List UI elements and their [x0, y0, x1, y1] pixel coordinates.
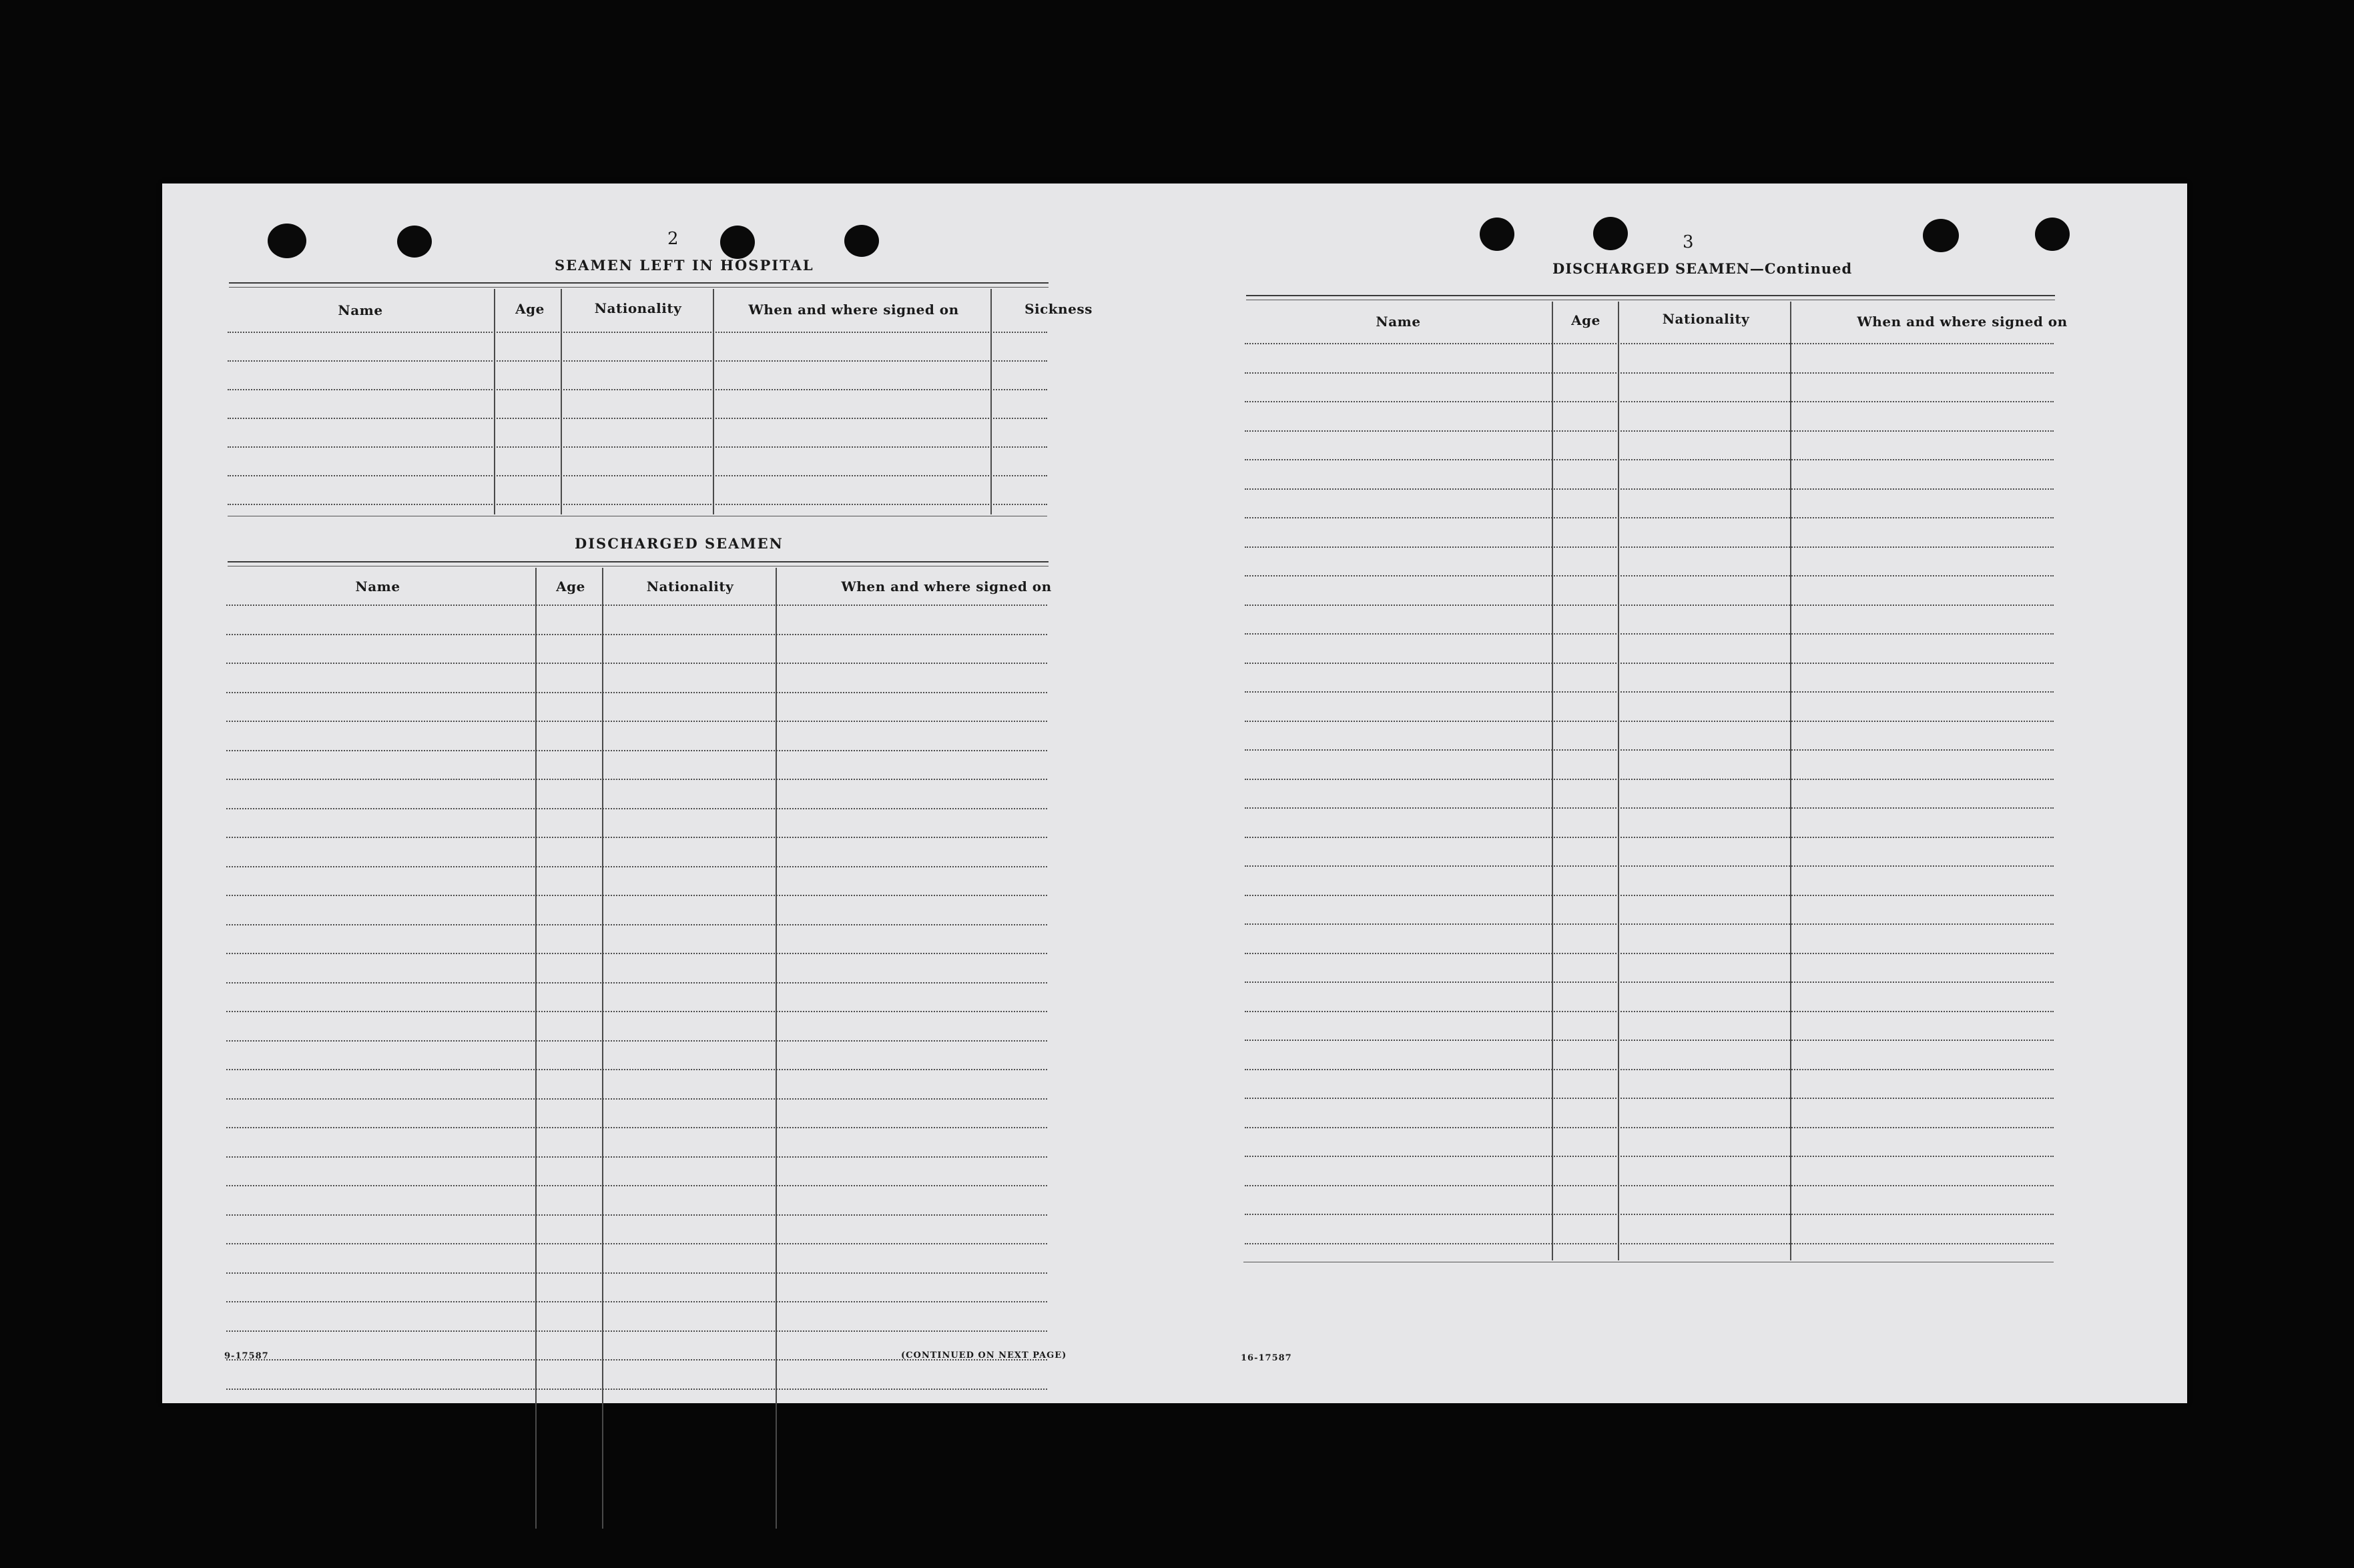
column-header-nationality: Nationality — [1662, 311, 1750, 327]
table-row — [1245, 488, 2054, 490]
table-row — [1245, 575, 2054, 576]
column-divider — [776, 568, 777, 1529]
section-title-discharged: DISCHARGED SEAMEN — [575, 535, 784, 552]
table-row — [228, 446, 1047, 448]
column-header-signed-on: When and where signed on — [1857, 314, 2068, 330]
table-row — [226, 953, 1047, 954]
column-header-signed-on: When and where signed on — [841, 578, 1052, 595]
table-row — [226, 721, 1047, 722]
table-row — [1245, 343, 2054, 344]
table-row — [226, 1243, 1047, 1244]
column-divider — [1790, 302, 1791, 1260]
table-row — [228, 389, 1047, 390]
table-row — [226, 808, 1047, 809]
table-row — [1245, 807, 2054, 809]
column-header-nationality: Nationality — [594, 300, 682, 316]
table-row — [1245, 1156, 2054, 1157]
table-row — [226, 1389, 1047, 1390]
table-row — [228, 332, 1047, 333]
column-divider — [990, 289, 992, 514]
table-row — [1245, 1040, 2054, 1041]
table-row — [228, 475, 1047, 476]
table-row — [226, 982, 1047, 984]
continued-note: (CONTINUED ON NEXT PAGE) — [901, 1350, 1067, 1360]
column-header-age: Age — [556, 578, 585, 595]
table-row — [1245, 1127, 2054, 1128]
punch-hole — [720, 226, 755, 259]
table-row — [1245, 372, 2054, 374]
table-row — [226, 837, 1047, 838]
table-row — [226, 634, 1047, 635]
column-divider — [1618, 302, 1619, 1260]
column-divider — [602, 568, 603, 1529]
table-row — [1245, 1214, 2054, 1215]
column-divider — [535, 568, 537, 1529]
table-row — [228, 418, 1047, 419]
column-header-name: Name — [338, 302, 383, 318]
table-row — [1245, 779, 2054, 780]
table-row — [1245, 895, 2054, 896]
column-header-age: Age — [1571, 312, 1600, 328]
table-row — [1245, 517, 2054, 518]
table-row — [1245, 923, 2054, 925]
column-header-name: Name — [355, 578, 400, 595]
table-row — [226, 1272, 1047, 1274]
table-row — [1245, 401, 2054, 402]
table-row — [1245, 633, 2054, 635]
column-header-nationality: Nationality — [646, 578, 734, 595]
column-divider — [1552, 302, 1553, 1260]
punch-hole — [2035, 218, 2070, 251]
table-row — [226, 1214, 1047, 1216]
table-row — [1245, 865, 2054, 867]
table-row — [226, 605, 1047, 606]
table-row — [228, 360, 1047, 362]
table-row — [1245, 953, 2054, 954]
section-title-discharged-continued: DISCHARGED SEAMEN—Continued — [1552, 260, 1853, 277]
punch-hole — [397, 226, 432, 258]
table-row — [226, 779, 1047, 780]
table-row — [1245, 1011, 2054, 1012]
table-top-rule — [228, 561, 1049, 562]
table-row — [226, 1011, 1047, 1012]
table-row — [226, 692, 1047, 693]
table-row — [1245, 691, 2054, 693]
table-row — [1245, 459, 2054, 460]
table-row — [226, 1185, 1047, 1186]
table-row — [226, 895, 1047, 896]
column-header-sickness: Sickness — [1024, 301, 1093, 317]
column-divider — [494, 289, 495, 514]
punch-hole — [268, 224, 306, 258]
table-row — [1245, 1185, 2054, 1186]
table-row — [1245, 749, 2054, 751]
punch-hole — [844, 225, 879, 257]
form-number: 16-17587 — [1241, 1353, 1292, 1363]
table-row — [1245, 721, 2054, 722]
page-number: 3 — [1683, 232, 1694, 252]
table-row — [226, 663, 1047, 664]
punch-hole — [1480, 218, 1514, 251]
column-divider — [561, 289, 562, 514]
column-header-signed-on: When and where signed on — [748, 302, 959, 318]
table-row — [1245, 546, 2054, 548]
table-row — [1245, 982, 2054, 983]
section-title-hospital: SEAMEN LEFT IN HOSPITAL — [555, 257, 814, 274]
table-row — [226, 924, 1047, 925]
table-row — [226, 750, 1047, 751]
table-row — [1245, 605, 2054, 606]
table-row — [226, 1040, 1047, 1042]
table-row — [1245, 430, 2054, 432]
form-sheet — [162, 183, 2187, 1403]
table-row — [1245, 1243, 2054, 1244]
page-number: 2 — [667, 229, 679, 249]
table-row — [226, 1301, 1047, 1302]
table-top-rule — [1246, 295, 2055, 296]
table-row — [1245, 663, 2054, 664]
column-header-name: Name — [1376, 314, 1421, 330]
form-number: 9-17587 — [224, 1351, 269, 1361]
table-row — [226, 1156, 1047, 1158]
table-row — [226, 1330, 1047, 1332]
column-header-age: Age — [515, 301, 545, 317]
table-row — [226, 1127, 1047, 1128]
table-row — [1245, 837, 2054, 838]
table-row — [226, 1069, 1047, 1070]
column-divider — [713, 289, 714, 514]
table-row — [228, 504, 1047, 505]
table-row — [1245, 1098, 2054, 1099]
punch-hole — [1593, 217, 1628, 250]
table-row — [226, 866, 1047, 867]
table-row — [1245, 1069, 2054, 1070]
table-top-rule — [229, 282, 1049, 284]
punch-hole — [1923, 219, 1959, 252]
table-row — [226, 1098, 1047, 1100]
table-top-rule — [229, 287, 1049, 288]
